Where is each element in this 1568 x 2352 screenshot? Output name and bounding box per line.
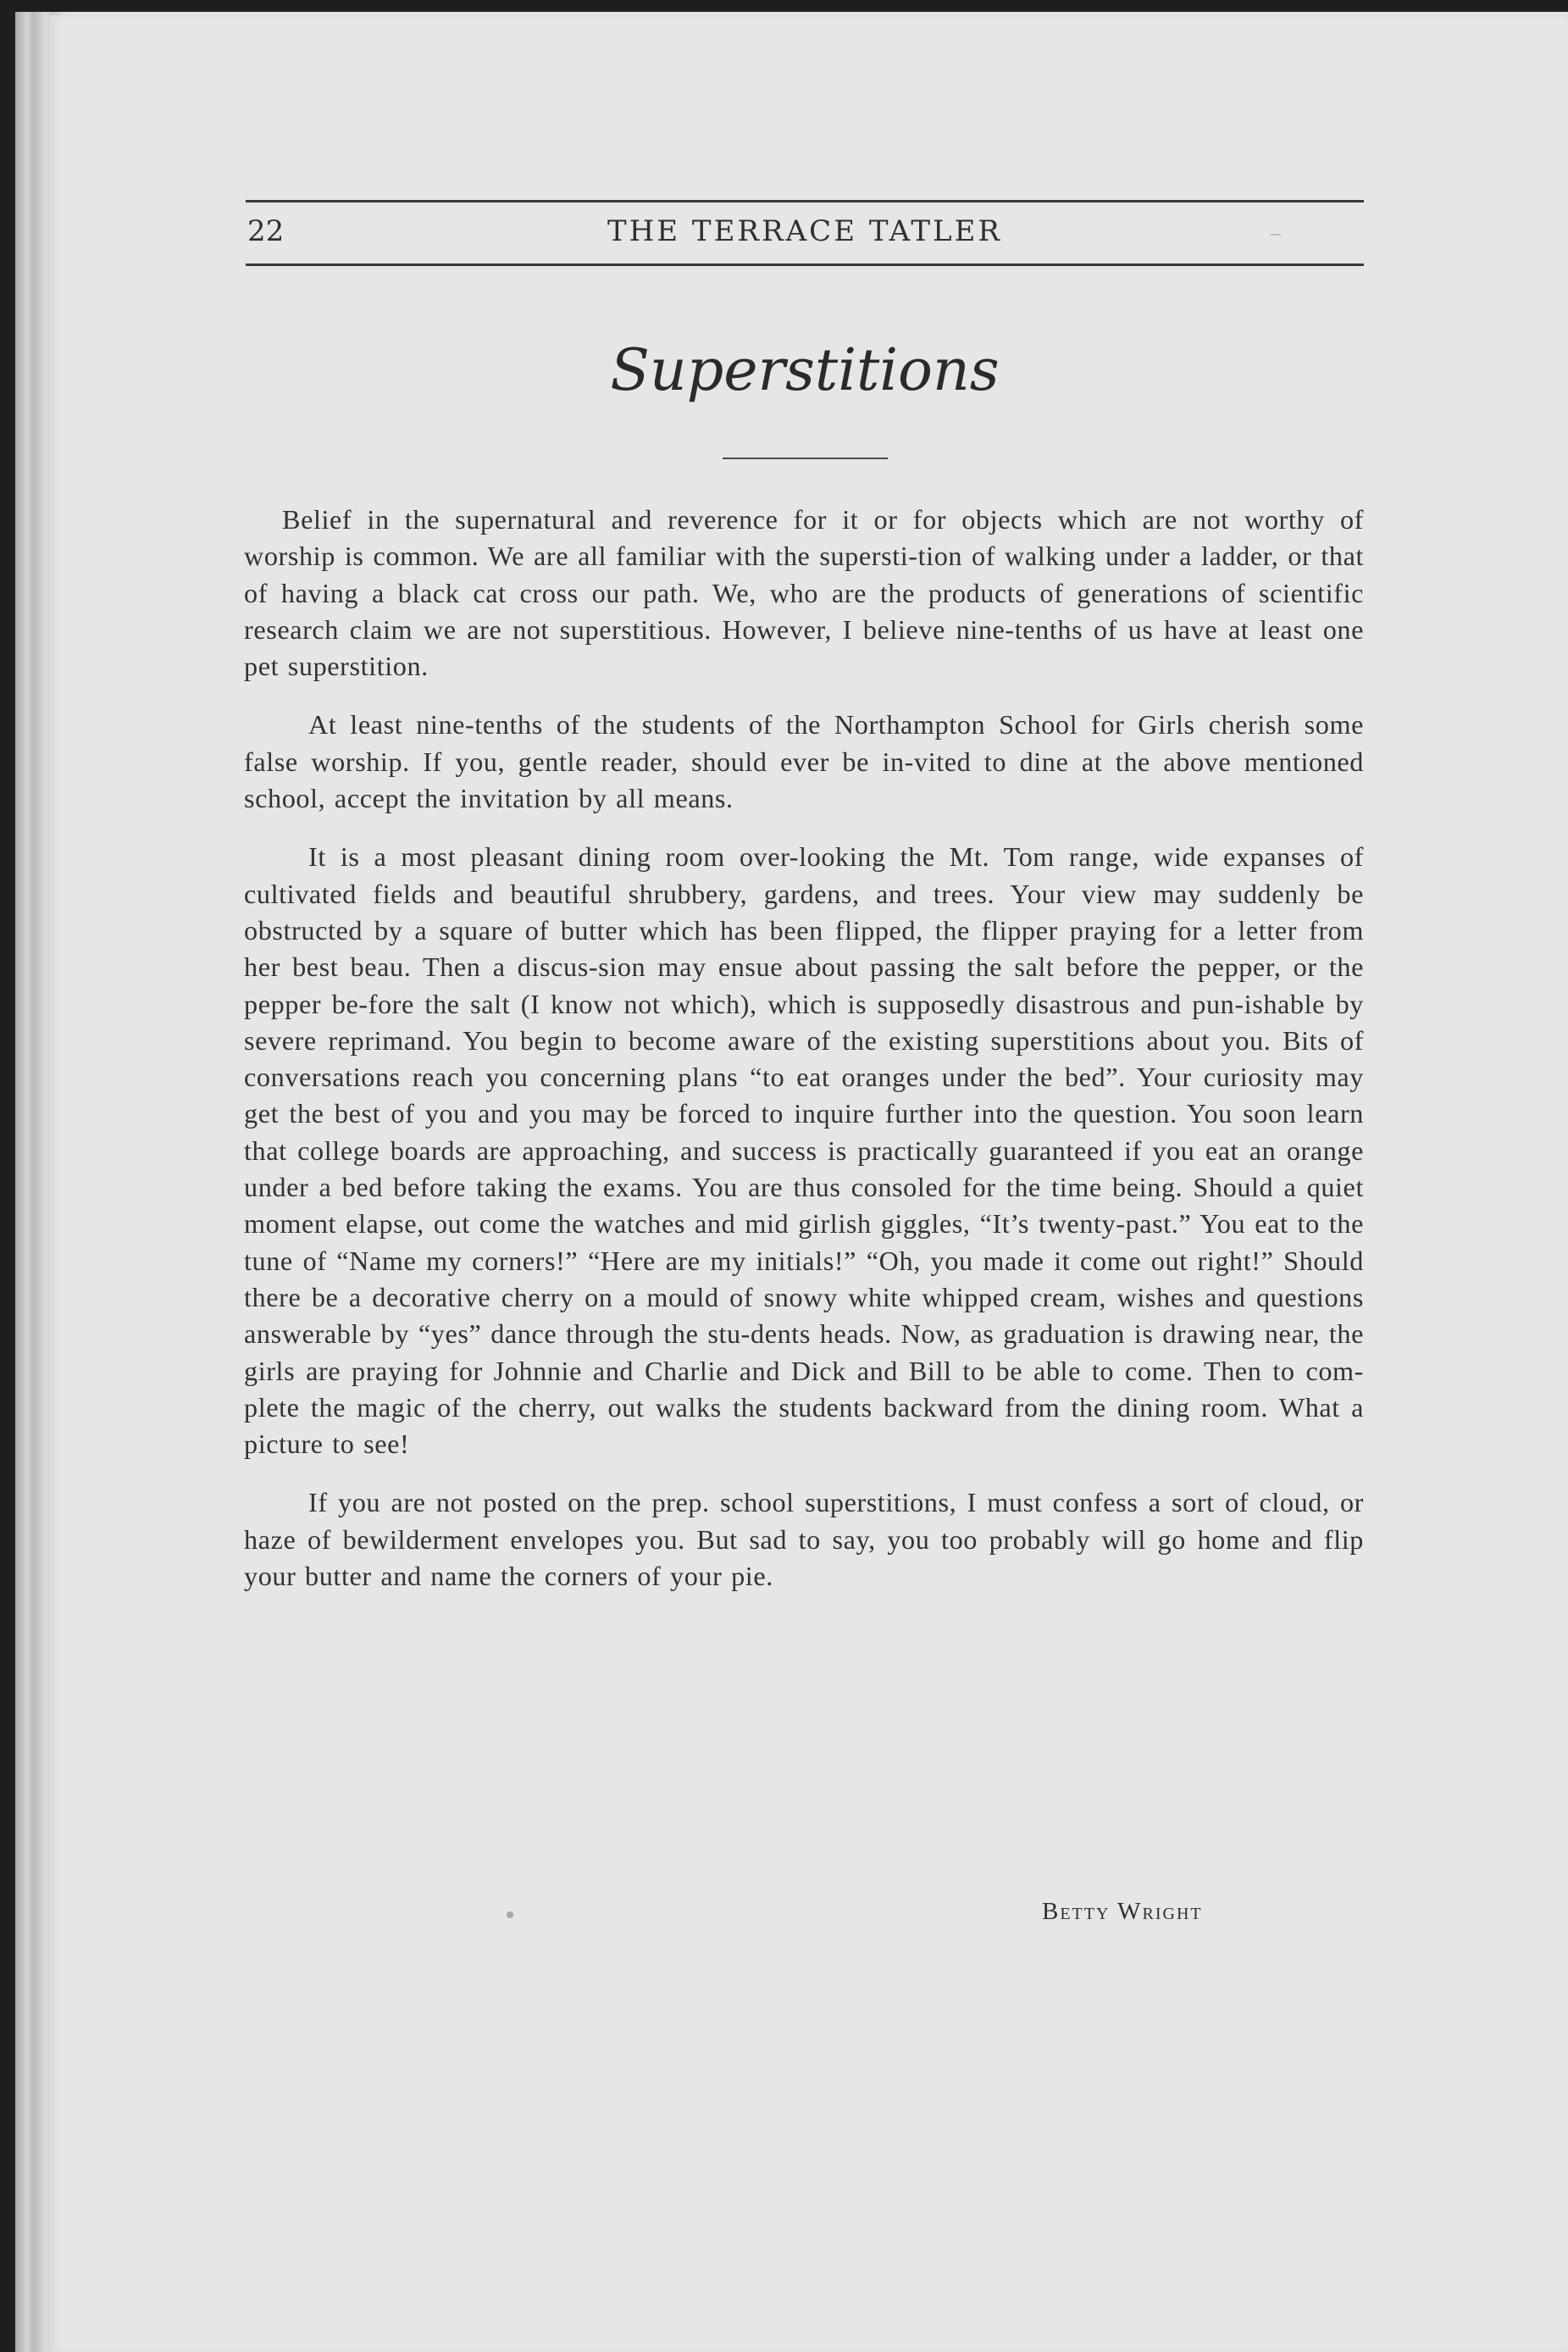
page-number: 22 — [247, 214, 285, 248]
author-signature: Betty Wright — [1042, 1898, 1203, 1925]
print-mark — [1271, 234, 1281, 236]
paragraph-1: Belief in the supernatural and reverence for it or for objects which are not worthy of worship is common. We are all familiar with the supersti-tion of walking under a ladder, or that of having a black cat cross our path. We, who are the products of generations of scientific research claim we are not superstitious. However, I believe nine-tenths of us have at least one pet superstition. — [244, 504, 1364, 682]
paragraph-3: It is a most pleasant dining room over-looking the Mt. Tom range, wide expanses of cultivated fields and beautiful shrubbery, gardens, and trees. Your view may suddenly be obstructed by a square of butter which has been flipped, the flipper praying for a letter from her best beau. Then a discus-sion may ensue about passing the salt before the pepper, or the pepper be-fore the salt (I know not which), which is supposedly disastrous and pun-ishable by severe reprimand. You begin to become aware of the existing superstitions about you. Bits of conversations reach you concerning plans “to eat oranges under the bed”. Your curiosity may get the best of you and you may be forced to inquire further into the question. You soon learn that college boards are approaching, and success is practically guaranteed if you eat an orange under a bed before taking the exams. You are thus consoled for the time being. Should a quiet moment elapse, out come the watches and mid girlish giggles, “It’s twenty-past.” You eat to the tune of “Name my corners!” “Here are my initials!” “Oh, you made it come out right!” Should there be a decorative cherry on a mould of snowy white whipped cream, wishes and questions answerable by “yes” dance through the stu-dents heads. Now, as graduation is drawing near, the girls are praying for Johnnie and Charlie and Dick and Bill to be able to come. Then to com-plete the magic of the cherry, out walks the students backward from the dining room. What a picture to see! — [244, 841, 1364, 1460]
paragraph-2: At least nine-tenths of the students of the Northampton School for Girls cherish some false worship. If you, gentle reader, should ever be in-vited to dine at the above mentioned school, accept the invitation by all means. — [244, 709, 1364, 814]
publication-title: THE TERRACE TATLER — [607, 214, 1003, 248]
article-body — [244, 502, 1364, 1617]
title-divider — [723, 458, 888, 459]
article-title: Superstitions — [610, 337, 1000, 404]
print-speck — [507, 1911, 513, 1918]
paragraph-4: If you are not posted on the prep. school superstitions, I must confess a sort of cloud, or haze of bewilderment envelopes you. But sad to say, you too probably will go home and flip your butter and name the corners of your pie. — [244, 1487, 1364, 1592]
running-header — [246, 200, 1364, 266]
